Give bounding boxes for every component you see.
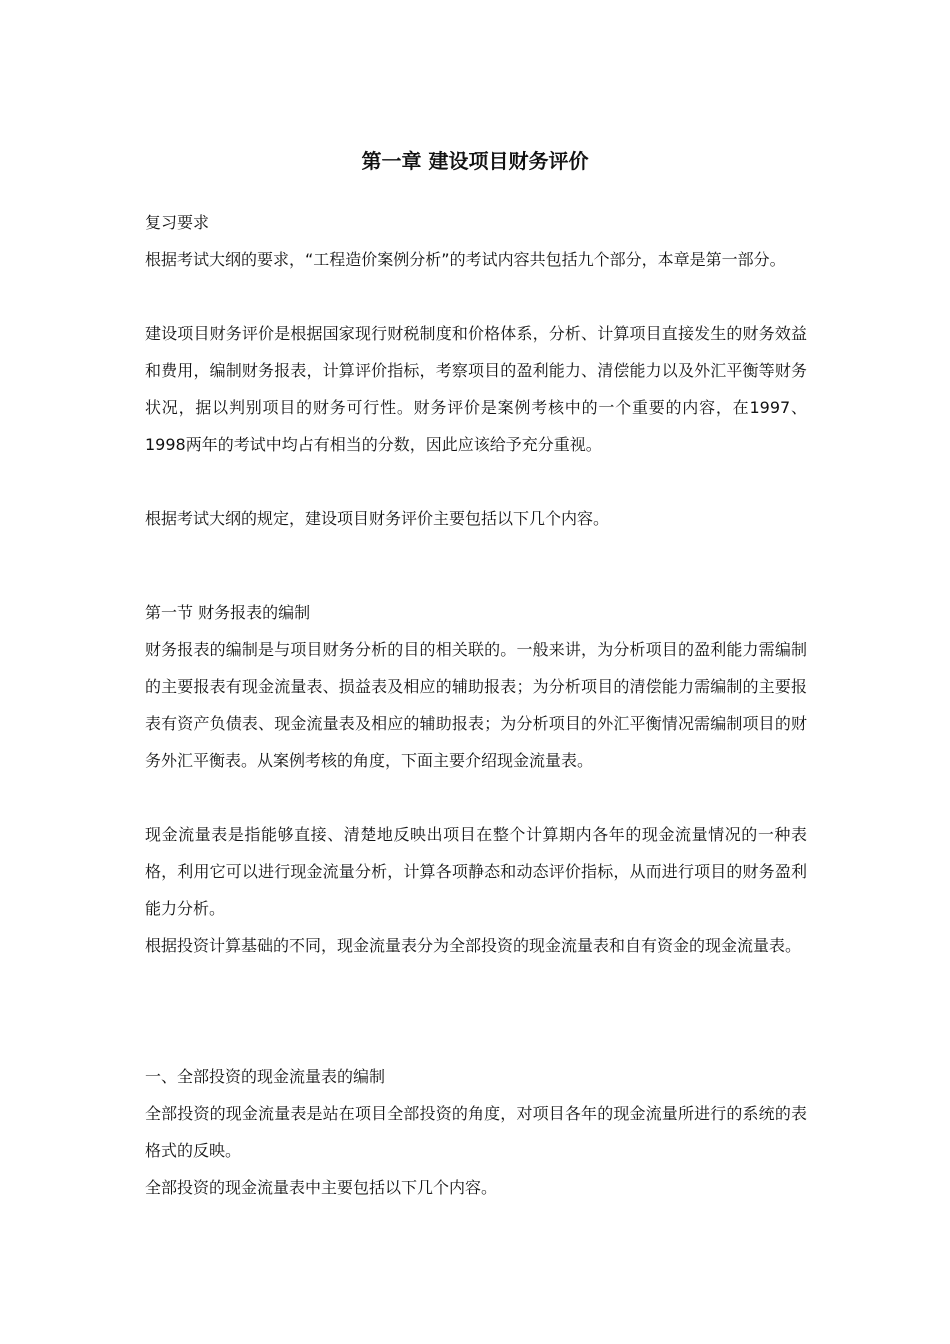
intro-paragraph-1: 根据考试大纲的要求，“工程造价案例分析”的考试内容共包括九个部分，本章是第一部分。 xyxy=(145,250,786,269)
subsection-1-heading: 一、全部投资的现金流量表的编制 xyxy=(145,1067,386,1086)
section-1-heading: 第一节 财务报表的编制 xyxy=(145,603,311,622)
subsection-1-paragraph-2: 全部投资的现金流量表中主要包括以下几个内容。 xyxy=(145,1178,498,1197)
section-1-paragraph-1: 财务报表的编制是与项目财务分析的目的相关联的。一般来讲，为分析项目的盈利能力需编制的主要报表有现金流量表、损益表及相应的辅助报表；为分析项目的清偿能力需编制的主要报表有资产负债表、现金流量表及相应的辅助报表；为分析项目的外汇平衡情况需编制项目的财务外汇平衡表。从案例考核的角度，下面主要介绍现金流量表。 xyxy=(145,640,807,770)
review-heading: 复习要求 xyxy=(145,213,210,232)
chapter-title: 第一章 建设项目财务评价 xyxy=(361,149,589,173)
section-1-paragraph-2: 现金流量表是指能够直接、清楚地反映出项目在整个计算期内各年的现金流量情况的一种表格，利用它可以进行现金流量分析，计算各项静态和动态评价指标，从而进行项目的财务盈利能力分析。 xyxy=(145,825,807,918)
intro-paragraph-2: 建设项目财务评价是根据国家现行财税制度和价格体系，分析、计算项目直接发生的财务效益和费用，编制财务报表，计算评价指标，考察项目的盈利能力、清偿能力以及外汇平衡等财务状况，据以判别项目的财务可行性。财务评价是案例考核中的一个重要的内容，在1997、1998两年的考试中均占有相当的分数，因此应该给予充分重视。 xyxy=(145,324,807,454)
section-1-paragraph-3: 根据投资计算基础的不同，现金流量表分为全部投资的现金流量表和自有资金的现金流量表。 xyxy=(145,936,802,955)
subsection-1-paragraph-1: 全部投资的现金流量表是站在项目全部投资的角度，对项目各年的现金流量所进行的系统的表格式的反映。 xyxy=(145,1104,807,1160)
intro-paragraph-3: 根据考试大纲的规定，建设项目财务评价主要包括以下几个内容。 xyxy=(145,509,610,528)
